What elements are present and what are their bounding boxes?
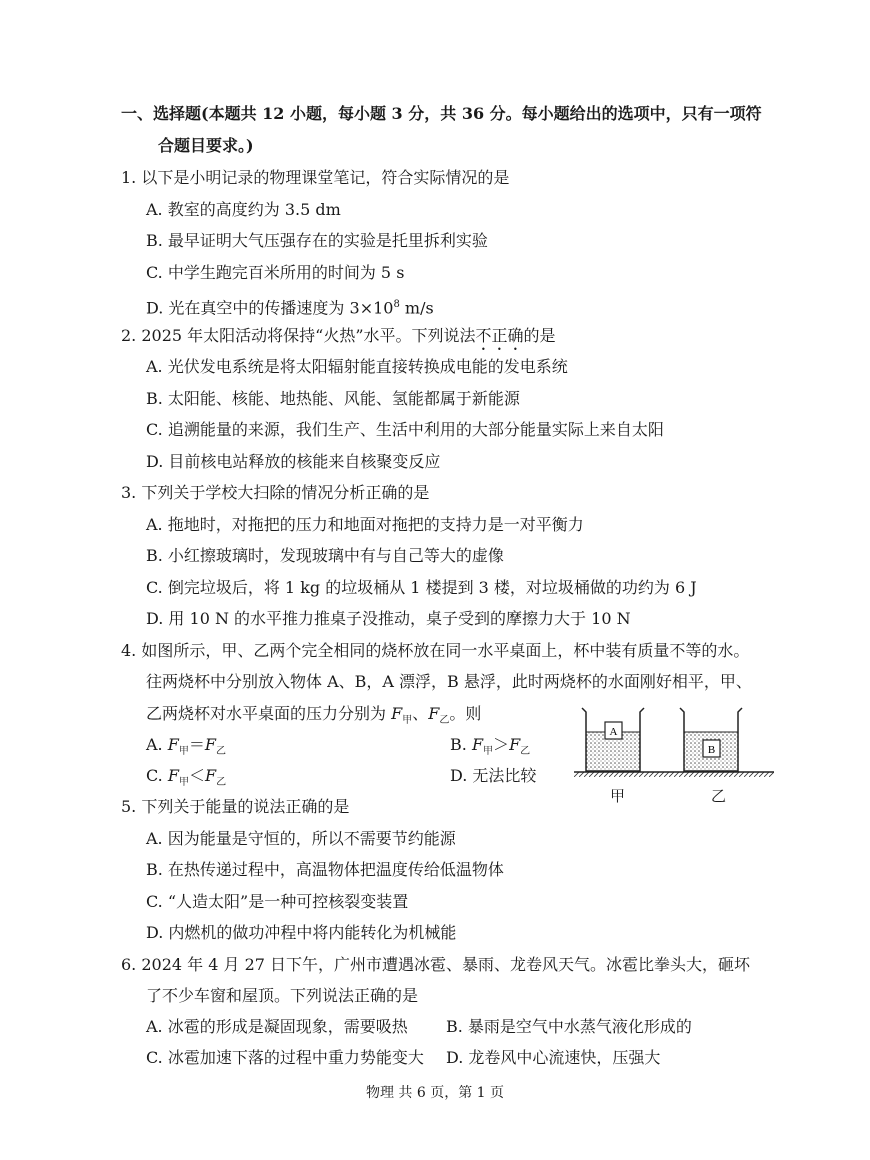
object-a-label: A — [609, 726, 618, 738]
beaker-figure — [574, 702, 774, 802]
q2-stem-post: 的是 — [523, 326, 556, 345]
q4-sub-yi: 乙 — [216, 777, 227, 789]
question-5-option-a: A. 因为能量是守恒的，所以不需要节约能源 — [146, 829, 456, 848]
question-1-option-a: A. 教室的高度约为 3.5 dm — [146, 200, 341, 219]
q4-sub-yi: 乙 — [215, 746, 226, 758]
question-3-option-b: B. 小红擦玻璃时，发现玻璃中有与自己等大的虚像 — [146, 546, 504, 565]
page-footer: 物理 共 6 页，第 1 页 — [365, 1085, 505, 1101]
beaker-yi — [680, 708, 742, 771]
q4-sub-jia: 甲 — [483, 746, 494, 758]
question-5-option-b: B. 在热传递过程中，高温物体把温度传给低温物体 — [146, 860, 504, 879]
question-1-option-c: C. 中学生跑完百米所用的时间为 5 s — [146, 263, 405, 282]
question-4-option-c — [146, 765, 226, 794]
question-6-stem-line2: 了不少车窗和屋顶。下列说法正确的是 — [146, 986, 419, 1005]
question-4-option-a — [146, 734, 226, 763]
q4-sub-jia: 甲 — [402, 715, 413, 727]
question-3-option-d: D. 用 10 N 的水平推力推桌子没推动，桌子受到的摩擦力大于 10 N — [146, 609, 631, 628]
q4-sub-yi: 乙 — [520, 746, 531, 758]
q4-a-label: A. — [146, 735, 168, 754]
question-2-option-b: B. 太阳能、核能、地热能、风能、氢能都属于新能源 — [146, 389, 520, 408]
section-title-line2: 合题目要求。) — [158, 136, 254, 155]
question-4-stem-line2: 往两烧杯中分别放入物体 A、B，A 漂浮，B 悬浮，此时两烧杯的水面刚好相平，甲、 — [146, 672, 752, 691]
q4-b-label: B. — [450, 735, 472, 754]
question-1-option-b: B. 最早证明大气压强存在的实验是托里拆利实验 — [146, 231, 488, 250]
q4-f-symbol: F — [509, 735, 521, 754]
question-5-option-c: C. “人造太阳”是一种可控核裂变装置 — [146, 892, 409, 911]
q4-f-symbol: F — [428, 704, 440, 723]
q4-sub-yi: 乙 — [439, 715, 450, 727]
question-2-stem — [121, 325, 556, 354]
q4-f-symbol: F — [204, 766, 217, 785]
q4-separator: 、 — [412, 704, 429, 723]
q4-a-operator: ＝ — [188, 735, 205, 754]
question-5-option-d: D. 内燃机的做功冲程中将内能转化为机械能 — [146, 923, 457, 942]
q4-stem3-post: 。则 — [449, 704, 482, 723]
q4-c-operator: ＜ — [188, 766, 205, 785]
q2-stem-pre: 2. 2025 年太阳活动将保持“火热”水平。下列说法 — [121, 326, 476, 345]
question-1-stem: 1. 以下是小明记录的物理课堂笔记，符合实际情况的是 — [121, 168, 510, 187]
question-3-stem: 3. 下列关于学校大扫除的情况分析正确的是 — [121, 483, 430, 502]
object-b-label: B — [707, 744, 716, 756]
beaker-jia-label: 甲 — [610, 787, 626, 805]
question-4-option-d: D. 无法比较 — [450, 766, 537, 785]
q4-b-operator: ＞ — [493, 735, 510, 754]
q4-f-symbol: F — [471, 735, 484, 754]
question-5-stem: 5. 下列关于能量的说法正确的是 — [121, 797, 350, 816]
question-6-option-d: D. 龙卷风中心流速快，压强大 — [446, 1048, 661, 1067]
question-6-option-b: B. 暴雨是空气中水蒸气液化形成的 — [446, 1017, 692, 1036]
section-title-line1: 一、选择题(本题共 12 小题，每小题 3 分，共 36 分。每小题给出的选项中，只有一项符 — [121, 104, 762, 123]
question-4-stem-line1: 4. 如图所示，甲、乙两个完全相同的烧杯放在同一水平桌面上，杯中装有质量不等的水。 — [121, 641, 750, 660]
q4-stem3-pre: 乙两烧杯对水平桌面的压力分别为 — [146, 704, 392, 723]
question-4-option-b — [450, 734, 530, 763]
q4-f-symbol: F — [391, 704, 403, 723]
q2-stem-emphasis: 不正确 — [475, 326, 524, 345]
q1-d-unit: m/s — [399, 298, 434, 318]
beaker-yi-label: 乙 — [711, 787, 727, 805]
q4-f-symbol: F — [204, 735, 216, 754]
question-1-option-d — [146, 294, 434, 319]
beaker-jia — [582, 708, 644, 771]
question-2-option-c: C. 追溯能量的来源，我们生产、生活中利用的大部分能量实际上来自太阳 — [146, 420, 664, 439]
question-6-stem-line1: 6. 2024 年 4 月 27 日下午，广州市遭遇冰雹、暴雨、龙卷风天气。冰雹比拳头大，砸坏 — [121, 955, 751, 974]
question-3-option-c: C. 倒完垃圾后，将 1 kg 的垃圾桶从 1 楼提到 3 楼，对垃圾桶做的功约为 6 J — [146, 578, 697, 597]
q1-d-exponent: 8 — [393, 299, 400, 310]
q4-f-symbol: F — [167, 735, 179, 754]
q4-f-symbol: F — [167, 766, 179, 785]
question-4-stem-line3 — [146, 703, 481, 732]
question-6-option-a: A. 冰雹的形成是凝固现象，需要吸热 — [146, 1017, 408, 1036]
question-3-option-a: A. 拖地时，对拖把的压力和地面对拖把的支持力是一对平衡力 — [146, 515, 584, 534]
question-2-option-a: A. 光伏发电系统是将太阳辐射能直接转换成电能的发电系统 — [146, 357, 568, 376]
q4-sub-jia: 甲 — [178, 746, 189, 758]
q4-sub-jia: 甲 — [178, 777, 189, 789]
q4-c-label: C. — [146, 766, 168, 785]
q1-d-text: D. 光在真空中的传播速度为 3×10 — [146, 298, 394, 318]
question-6-option-c: C. 冰雹加速下落的过程中重力势能变大 — [146, 1048, 424, 1067]
question-2-option-d: D. 目前核电站释放的核能来自核聚变反应 — [146, 452, 441, 471]
